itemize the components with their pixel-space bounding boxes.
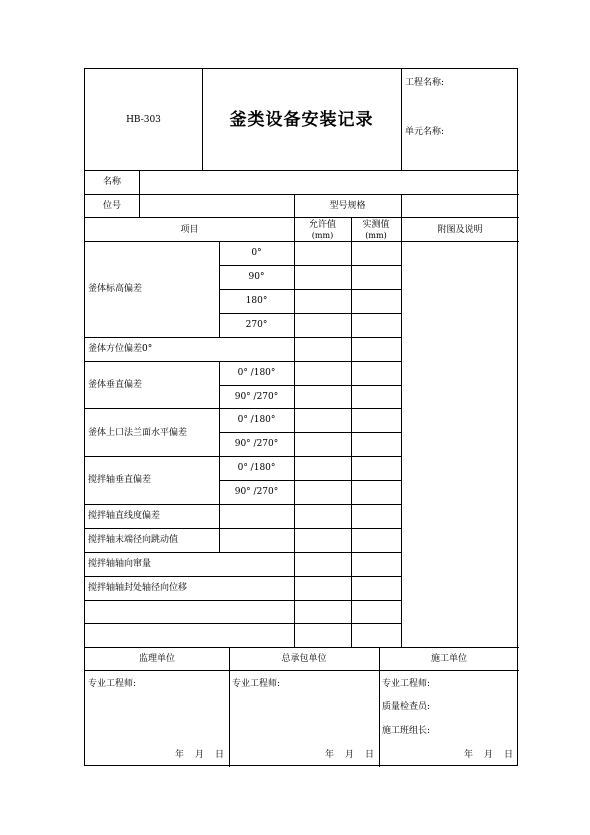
rule-v xyxy=(229,647,230,767)
row-shaft-straight-label: 搅拌轴直线度偏差 xyxy=(88,511,161,521)
construction-day: 日 xyxy=(504,750,514,760)
form-title: 釜类设备安装记录 xyxy=(229,110,374,130)
col-allowed-header: 允许值 xyxy=(308,220,336,230)
angle-180: 180° xyxy=(245,296,268,306)
rule-name-bottom xyxy=(85,194,519,195)
vertical-sub-1: 0° /180° xyxy=(237,368,276,378)
row-flange-label: 釜体上口法兰面水平偏差 xyxy=(88,428,188,438)
rule xyxy=(219,289,401,290)
rule-header-bottom xyxy=(85,170,519,171)
quality-inspector-label: 质量检查员: xyxy=(382,702,431,712)
rule xyxy=(85,456,401,457)
rule xyxy=(219,432,401,433)
unit-name-label: 单元名称: xyxy=(405,127,445,137)
rule-footer-header-bottom xyxy=(85,670,519,671)
rule xyxy=(85,528,401,529)
supervision-year: 年 xyxy=(175,750,185,760)
form-code: HB-303 xyxy=(126,115,161,125)
rule xyxy=(219,313,401,314)
flange-sub-1: 0° /180° xyxy=(237,415,276,425)
row-vertical-label: 釜体垂直偏差 xyxy=(88,380,143,390)
row-azimuth-label: 釜体方位偏差0° xyxy=(88,344,153,354)
project-name-label: 工程名称: xyxy=(405,78,445,88)
supervision-engineer: 专业工程师: xyxy=(88,679,137,689)
angle-0: 0° xyxy=(251,248,262,258)
construction-engineer: 专业工程师: xyxy=(382,679,431,689)
flange-sub-2: 90° /270° xyxy=(234,439,279,449)
contractor-day: 日 xyxy=(365,750,375,760)
contractor-month: 月 xyxy=(345,750,355,760)
model-label: 型号规格 xyxy=(329,201,366,211)
supervision-month: 月 xyxy=(195,750,205,760)
col-item-header: 项目 xyxy=(180,225,199,235)
row-shaft-runout-label: 搅拌轴末端径向跳动值 xyxy=(88,535,179,545)
rule xyxy=(85,337,401,338)
col-notes-header: 附图及说明 xyxy=(437,225,483,235)
rule-v xyxy=(401,69,402,170)
rule xyxy=(85,552,401,553)
rule xyxy=(85,504,401,505)
shaft-vertical-sub-2: 90° /270° xyxy=(234,487,279,497)
vertical-sub-2: 90° /270° xyxy=(234,392,279,402)
rule-position-bottom xyxy=(85,217,519,218)
rule xyxy=(85,408,401,409)
name-label: 名称 xyxy=(102,177,121,187)
rule-table-bottom xyxy=(85,647,519,648)
row-shaft-vertical-label: 搅拌轴垂直偏差 xyxy=(88,475,152,485)
rule-v xyxy=(401,194,402,217)
contractor-engineer: 专业工程师: xyxy=(232,679,281,689)
rule-v xyxy=(351,217,352,647)
col-measured-unit: (mm) xyxy=(365,231,387,240)
rule xyxy=(85,623,401,624)
angle-90: 90° xyxy=(248,272,265,282)
col-allowed-unit: (mm) xyxy=(311,231,334,240)
rule xyxy=(219,265,401,266)
construction-year: 年 xyxy=(464,750,474,760)
row-elevation-label: 釜体标高偏差 xyxy=(88,284,143,294)
general-contractor-header: 总承包单位 xyxy=(281,654,327,664)
rule xyxy=(85,576,401,577)
record-form xyxy=(84,68,518,766)
rule-v xyxy=(219,361,220,552)
rule-colheader-bottom xyxy=(85,241,519,242)
position-label: 位号 xyxy=(102,201,121,211)
rule xyxy=(85,361,401,362)
rule xyxy=(219,480,401,481)
rule xyxy=(85,600,401,601)
construction-month: 月 xyxy=(484,750,494,760)
construction-header: 施工单位 xyxy=(430,654,467,664)
contractor-year: 年 xyxy=(325,750,335,760)
rule xyxy=(219,385,401,386)
shaft-vertical-sub-1: 0° /180° xyxy=(237,463,276,473)
supervision-header: 监理单位 xyxy=(138,654,175,664)
rule-v xyxy=(294,217,295,647)
angle-270: 270° xyxy=(245,320,268,330)
row-shaft-seal-label: 搅拌轴轴封处轴径向位移 xyxy=(88,583,188,593)
rule-v xyxy=(401,217,402,647)
rule-v xyxy=(379,647,380,767)
supervision-day: 日 xyxy=(215,750,225,760)
col-measured-header: 实测值 xyxy=(362,220,390,230)
row-shaft-axial-label: 搅拌轴轴向窜量 xyxy=(88,559,152,569)
rule-v xyxy=(139,170,140,217)
team-leader-label: 施工班组长: xyxy=(382,726,431,736)
